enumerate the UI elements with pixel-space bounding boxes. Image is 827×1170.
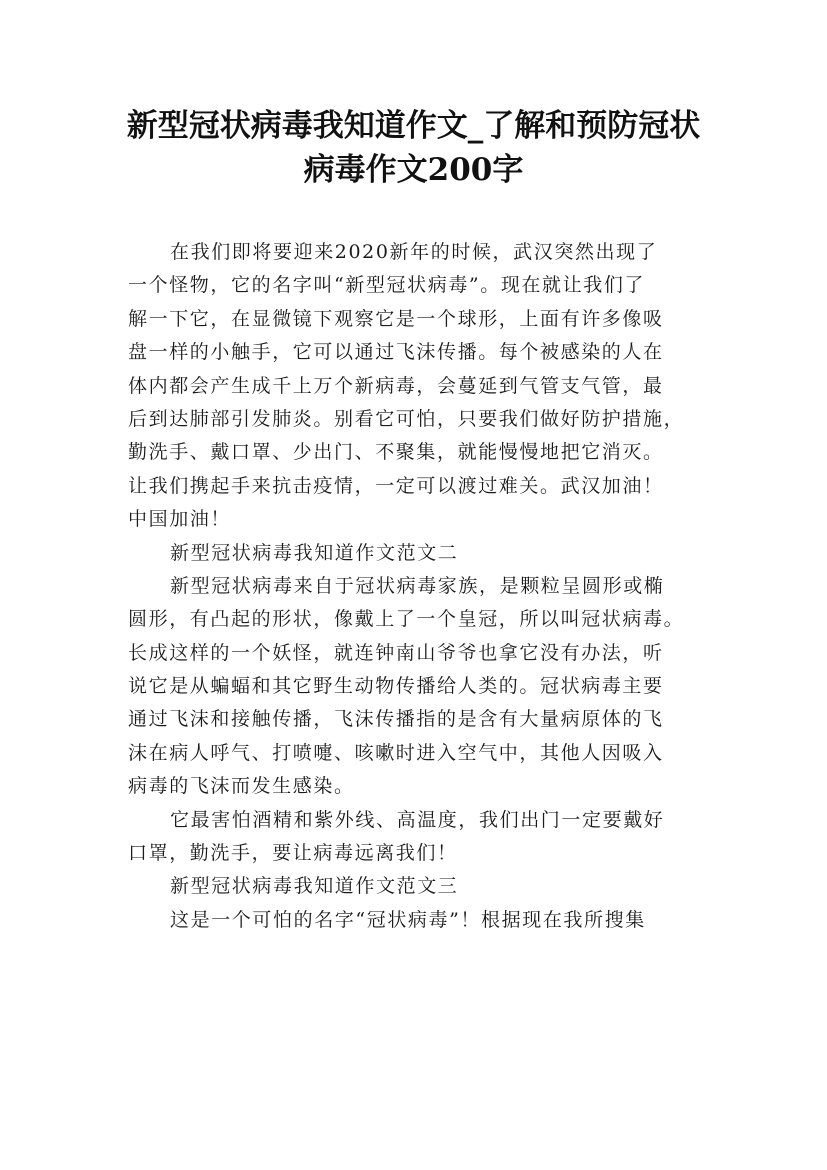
text-line: 勤洗手、戴口罩、少出门、不聚集，就能慢慢地把它消灭。 — [128, 441, 664, 464]
text-line: 新型冠状病毒我知道作文范文二 — [170, 541, 459, 564]
text-line: 说它是从蝙蝠和其它野生动物传播给人类的。冠状病毒主要 — [128, 675, 664, 698]
title-line-2: 病毒作文200字 — [303, 152, 524, 188]
text-line: 一个怪物，它的名字叫“新型冠状病毒”。现在就让我们了 — [128, 274, 646, 297]
text-line: 中国加油！ — [128, 508, 232, 531]
text-line: 在我们即将要迎来2020新年的时候，武汉突然出现了 — [170, 241, 658, 263]
text-line: 通过飞沫和接触传播，飞沫传播指的是含有大量病原体的飞 — [128, 708, 664, 731]
text-line: 病毒的飞沫而发生感染。 — [128, 775, 355, 798]
document-body — [128, 236, 708, 937]
text-line: 解一下它，在显微镜下观察它是一个球形，上面有许多像吸 — [128, 307, 664, 330]
text-line: 长成这样的一个妖怪，就连钟南山爷爷也拿它没有办法，听 — [128, 641, 664, 664]
text-line: 它最害怕酒精和紫外线、高温度，我们出门一定要戴好 — [170, 808, 665, 831]
text-line: 体内都会产生成千上万个新病毒，会蔓延到气管支气管，最 — [128, 374, 664, 397]
text-line: 盘一样的小触手，它可以通过飞沫传播。每个被感染的人在 — [128, 341, 664, 364]
text-line: 沫在病人呼气、打喷嚏、咳嗽时进入空气中，其他人因吸入 — [128, 741, 664, 764]
title-line-1: 新型冠状病毒我知道作文_了解和预防冠状 — [126, 108, 701, 144]
text-line: 后到达肺部引发肺炎。别看它可怕，只要我们做好防护措施， — [128, 407, 685, 430]
text-line: 新型冠状病毒来自于冠状病毒家族，是颗粒呈圆形或椭 — [170, 574, 665, 597]
text-line: 圆形，有凸起的形状，像戴上了一个皇冠，所以叫冠状病毒。 — [128, 608, 685, 631]
text-line: 口罩，勤洗手，要让病毒远离我们！ — [128, 842, 458, 865]
text-line: 新型冠状病毒我知道作文范文三 — [170, 875, 459, 898]
text-line: 让我们携起手来抗击疫情，一定可以渡过难关。武汉加油！ — [128, 474, 664, 497]
text-line: 这是一个可怕的名字“冠状病毒”！根据现在我所搜集 — [170, 908, 646, 931]
document-title — [100, 104, 727, 192]
